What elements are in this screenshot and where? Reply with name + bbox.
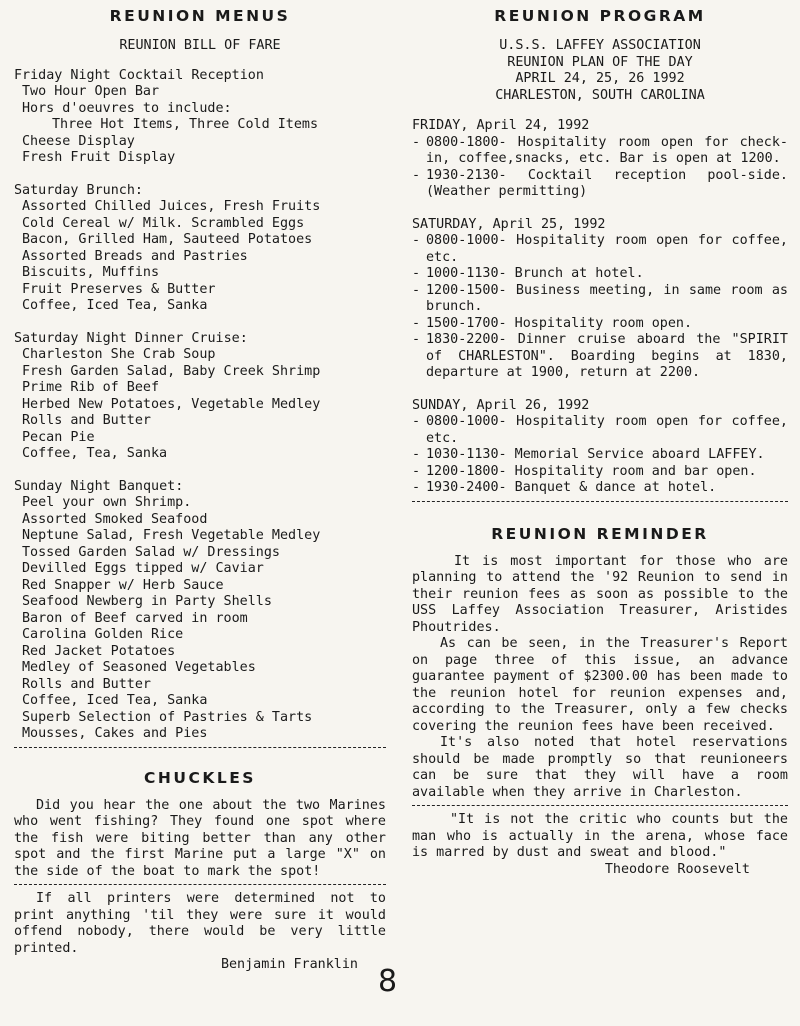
menu-item: Hors d'oeuvres to include:: [22, 100, 232, 116]
menu-section-title: Saturday Brunch:: [14, 182, 143, 198]
program-item: [412, 332, 788, 382]
franklin-quote: If all printers were determined not to print anything 'til they were sure it would offend nobody, there would be very little printed.: [14, 891, 386, 956]
program-day: [412, 118, 788, 201]
program-item-dash: -: [412, 315, 421, 331]
program-item-text: 0800-1000- Hospitality room open for coffee, etc.: [426, 414, 788, 446]
program-item-dash: -: [412, 134, 421, 150]
menu-item: Biscuits, Muffins: [22, 265, 160, 280]
menu-item: Tossed Garden Salad w/ Dressings: [22, 544, 280, 560]
program-item-text: 1930-2130- Cocktail reception pool-side. (Weather permitting): [426, 167, 788, 199]
program-item-dash: -: [412, 233, 421, 248]
right-column: [412, 0, 788, 878]
program-item-text: 1930-2400- Banquet & dance at hotel.: [426, 480, 717, 495]
program-day-title: SUNDAY, April 26, 1992: [412, 397, 590, 413]
menu-item: Coffee, Tea, Sanka: [22, 446, 168, 461]
program-item: [412, 168, 788, 201]
program-item-text: 1500-1700- Hospitality room open.: [426, 315, 693, 331]
menu-item: Two Hour Open Bar: [22, 84, 160, 99]
roosevelt-author: Theodore Roosevelt: [604, 861, 750, 877]
menu-item: Medley of Seasoned Vegetables: [22, 660, 256, 675]
menu-item: Charleston She Crab Soup: [22, 347, 216, 362]
roosevelt-quote: "It is not the critic who counts but the man who is actually in the arena, whose face is marred by dust and sweat and blood.": [412, 812, 788, 860]
menu-item: Assorted Chilled Juices, Fresh Fruits: [22, 199, 321, 214]
menu-section-title: Friday Night Cocktail Reception: [14, 67, 264, 83]
program-item: [412, 316, 788, 333]
program-header: REUNION PROGRAM: [494, 7, 706, 25]
menu-item: Fresh Garden Salad, Baby Creek Shrimp: [22, 363, 321, 379]
program-item-text: 1830-2200- Dinner cruise aboard the "SPIRIT of CHARLESTON". Boarding begins at 1830, departure at 1900, return at 2200.: [426, 332, 788, 380]
menu-section: [14, 479, 386, 743]
reminder-paragraphs: [412, 554, 788, 802]
separator: [14, 884, 386, 885]
program-item-text: 0800-1000- Hospitality room open for coffee, etc.: [426, 233, 788, 265]
program-item-dash: -: [412, 447, 421, 462]
menus-header: REUNION MENUS: [109, 7, 291, 25]
menu-item: Assorted Breads and Pastries: [22, 248, 248, 264]
menu-section: [14, 68, 386, 167]
program-item-dash: -: [412, 266, 421, 281]
bill-of-fare-subheader: REUNION BILL OF FARE: [119, 38, 281, 53]
program-item: [412, 480, 788, 497]
menu-item: Mousses, Cakes and Pies: [22, 726, 208, 741]
program-item: [412, 266, 788, 283]
program-item-dash: -: [412, 463, 421, 479]
menu-item: Cold Cereal w/ Milk. Scrambled Eggs: [22, 215, 305, 231]
left-column: [14, 0, 386, 974]
program-item-dash: -: [412, 282, 421, 298]
page-number: 8: [378, 964, 398, 999]
separator: [412, 501, 788, 502]
menu-item: Rolls and Butter: [22, 676, 151, 692]
menu-item: Fresh Fruit Display: [22, 150, 176, 165]
menu-item: Carolina Golden Rice: [22, 627, 184, 642]
program-intro-line: CHARLESTON, SOUTH CAROLINA: [495, 87, 705, 103]
program-item-dash: -: [412, 414, 421, 429]
program-item: [412, 283, 788, 316]
program-item: [412, 135, 788, 168]
menu-item: Bacon, Grilled Ham, Sauteed Potatoes: [22, 232, 313, 247]
menu-item: Peel your own Shrimp.: [22, 495, 192, 510]
program-item-text: 1030-1130- Memorial Service aboard LAFFEY.: [426, 447, 765, 462]
program-item: [412, 233, 788, 266]
menu-item: Three Hot Items, Three Cold Items: [52, 117, 319, 132]
program-intro-line: REUNION PLAN OF THE DAY: [507, 54, 693, 70]
separator: [412, 805, 788, 806]
program-days: [412, 118, 788, 497]
program-day: [412, 398, 788, 497]
menu-item: Prime Rib of Beef: [22, 380, 160, 395]
program-item-text: 1200-1500- Business meeting, in same room as brunch.: [426, 282, 788, 314]
menu-item: Red Snapper w/ Herb Sauce: [22, 577, 224, 593]
program-intro-line: U.S.S. LAFFEY ASSOCIATION: [499, 38, 701, 53]
menu-item: Superb Selection of Pastries & Tarts: [22, 709, 313, 725]
menu-item: Assorted Smoked Seafood: [22, 511, 208, 527]
program-item: [412, 464, 788, 481]
menu-item: Coffee, Iced Tea, Sanka: [22, 298, 208, 313]
menu-item: Cheese Display: [22, 133, 135, 149]
reminder-paragraph: It's also noted that hotel reservations should be made promptly so that reunioneers can be sure that they will have a room available when they arrive in Charleston.: [412, 735, 788, 800]
menu-item: Rolls and Butter: [22, 413, 151, 428]
program-day-title: SATURDAY, April 25, 1992: [412, 216, 606, 232]
menu-section-title: Sunday Night Banquet:: [14, 478, 184, 494]
program-item: [412, 447, 788, 464]
menu-section: [14, 183, 386, 315]
franklin-author: Benjamin Franklin: [220, 957, 358, 972]
reminder-paragraph: As can be seen, in the Treasurer's Report on page three of this issue, an advance guarantee payment of $2300.00 has been made to the reunion hotel for reunion expenses and, according to the Treasurer, only a few checks covering the reunion fees have been received.: [412, 636, 788, 734]
menu-sections: [14, 68, 386, 743]
menu-item: Baron of Beef carved in room: [22, 610, 248, 626]
menu-item: Neptune Salad, Fresh Vegetable Medley: [22, 528, 321, 543]
menu-item: Fruit Preserves & Butter: [22, 281, 216, 297]
program-item-dash: -: [412, 480, 421, 495]
program-item-text: 1000-1130- Brunch at hotel.: [426, 266, 644, 281]
menu-item: Herbed New Potatoes, Vegetable Medley: [22, 396, 321, 412]
menu-item: Red Jacket Potatoes: [22, 643, 176, 659]
menu-section: [14, 331, 386, 463]
reminder-paragraph: It is most important for those who are planning to attend the '92 Reunion to send in their reunion fees as soon as possible to the USS Laffey Association Treasurer, Aristides Phoutrides.: [412, 553, 788, 635]
program-item-text: 1200-1800- Hospitality room and bar open.: [426, 463, 757, 479]
program-intro: [412, 38, 788, 104]
program-day: [412, 217, 788, 382]
chuckles-header: CHUCKLES: [144, 768, 256, 787]
menu-item: Devilled Eggs tipped w/ Caviar: [22, 561, 264, 576]
menu-item: Pecan Pie: [22, 429, 95, 445]
menu-item: Coffee, Iced Tea, Sanka: [22, 693, 208, 708]
program-item: [412, 414, 788, 447]
chuckles-joke: Did you hear the one about the two Marines who went fishing? They found one spot where the fish were biting better than any other spot and the first Marine put a large "X" on the side of the boat to mark the spot!: [14, 797, 386, 879]
program-intro-line: APRIL 24, 25, 26 1992: [515, 71, 685, 86]
menu-item: Seafood Newberg in Party Shells: [22, 594, 272, 609]
program-item-text: 0800-1800- Hospitality room open for check-in, coffee,snacks, etc. Bar is open at 1200.: [426, 134, 788, 166]
menu-section-title: Saturday Night Dinner Cruise:: [14, 330, 248, 346]
reminder-header: REUNION REMINDER: [491, 524, 709, 543]
separator: [14, 747, 386, 748]
program-item-dash: -: [412, 332, 421, 347]
program-day-title: FRIDAY, April 24, 1992: [412, 118, 590, 133]
program-item-dash: -: [412, 167, 421, 183]
